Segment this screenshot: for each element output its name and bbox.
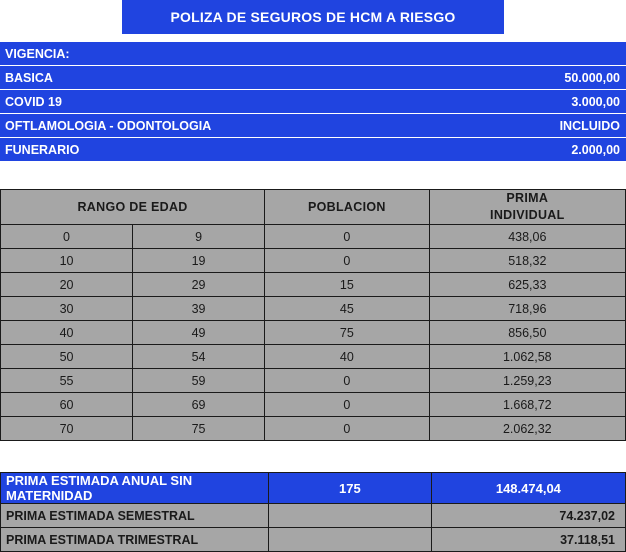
cell-poblacion: 0 — [265, 369, 430, 393]
table-row — [1, 417, 626, 441]
cell-prima: 625,33 — [429, 273, 625, 297]
cell-age-from: 10 — [1, 249, 133, 273]
title-band — [0, 0, 626, 34]
cell-poblacion: 0 — [265, 225, 430, 249]
age-range-table — [0, 189, 626, 441]
cell-age-from: 50 — [1, 345, 133, 369]
table-row — [1, 273, 626, 297]
cell-prima: 1.259,23 — [429, 369, 625, 393]
table-row — [1, 297, 626, 321]
cell-age-from: 0 — [1, 225, 133, 249]
header-prima-line1: PRIMA — [506, 191, 549, 205]
cell-age-to: 54 — [133, 345, 265, 369]
cell-age-to: 19 — [133, 249, 265, 273]
cell-poblacion: 40 — [265, 345, 430, 369]
cell-poblacion: 0 — [265, 417, 430, 441]
cell-age-to: 75 — [133, 417, 265, 441]
totals-table — [0, 472, 626, 552]
total-label-anual: PRIMA ESTIMADA ANUAL SIN MATERNIDAD — [1, 473, 269, 504]
total-value-trimestral: 37.118,51 — [431, 528, 625, 552]
total-label-semestral: PRIMA ESTIMADA SEMESTRAL — [1, 504, 269, 528]
policy-label-vigencia: VIGENCIA: — [5, 46, 70, 61]
cell-age-to: 9 — [133, 225, 265, 249]
policy-value-vigencia — [480, 42, 626, 65]
total-poblacion-anual: 175 — [269, 473, 432, 504]
cell-poblacion: 75 — [265, 321, 430, 345]
policy-value-funerario: 2.000,00 — [571, 142, 620, 157]
header-prima-line2: INDIVIDUAL — [490, 208, 565, 222]
policy-row-vigencia — [0, 42, 626, 66]
cell-poblacion: 15 — [265, 273, 430, 297]
cell-age-from: 20 — [1, 273, 133, 297]
cell-age-to: 49 — [133, 321, 265, 345]
total-value-anual: 148.474,04 — [431, 473, 625, 504]
cell-age-from: 40 — [1, 321, 133, 345]
cell-age-to: 39 — [133, 297, 265, 321]
header-rango-de-edad: RANGO DE EDAD — [1, 190, 265, 225]
cell-poblacion: 0 — [265, 249, 430, 273]
total-value-semestral: 74.237,02 — [431, 504, 625, 528]
cell-prima: 1.668,72 — [429, 393, 625, 417]
total-row-semestral — [1, 504, 626, 528]
cell-age-from: 55 — [1, 369, 133, 393]
cell-prima: 856,50 — [429, 321, 625, 345]
policy-summary-block — [0, 42, 626, 161]
cell-age-to: 69 — [133, 393, 265, 417]
cell-poblacion: 0 — [265, 393, 430, 417]
table-row — [1, 321, 626, 345]
policy-label-oftalmologia-odontologia: OFTLAMOLOGIA - ODONTOLOGIA — [5, 118, 212, 133]
total-label-trimestral: PRIMA ESTIMADA TRIMESTRAL — [1, 528, 269, 552]
total-blank-semestral — [269, 504, 432, 528]
table-row — [1, 249, 626, 273]
policy-label-funerario: FUNERARIO — [5, 142, 80, 157]
cell-poblacion: 45 — [265, 297, 430, 321]
cell-age-to: 29 — [133, 273, 265, 297]
policy-value-basica: 50.000,00 — [564, 70, 620, 85]
table-row — [1, 345, 626, 369]
total-blank-trimestral — [269, 528, 432, 552]
cell-prima: 2.062,32 — [429, 417, 625, 441]
header-poblacion: POBLACION — [265, 190, 430, 225]
table-row — [1, 369, 626, 393]
cell-prima: 438,06 — [429, 225, 625, 249]
total-row-anual — [1, 473, 626, 504]
table-row — [1, 393, 626, 417]
total-row-trimestral — [1, 528, 626, 552]
cell-prima: 1.062,58 — [429, 345, 625, 369]
header-prima-individual — [429, 190, 625, 225]
cell-age-from: 60 — [1, 393, 133, 417]
page-title: POLIZA DE SEGUROS DE HCM A RIESGO — [122, 0, 504, 34]
policy-value-covid19: 3.000,00 — [571, 94, 620, 109]
cell-age-from: 70 — [1, 417, 133, 441]
table-header-row — [1, 190, 626, 225]
table-row — [1, 225, 626, 249]
cell-prima: 518,32 — [429, 249, 625, 273]
cell-age-from: 30 — [1, 297, 133, 321]
cell-age-to: 59 — [133, 369, 265, 393]
policy-row-covid19 — [0, 90, 626, 114]
policy-row-funerario — [0, 138, 626, 161]
policy-row-oftalmologia-odontologia — [0, 114, 626, 138]
policy-value-oftalmologia-odontologia: INCLUIDO — [559, 118, 620, 133]
policy-row-basica — [0, 66, 626, 90]
policy-label-covid19: COVID 19 — [5, 94, 62, 109]
policy-label-basica: BASICA — [5, 70, 53, 85]
cell-prima: 718,96 — [429, 297, 625, 321]
